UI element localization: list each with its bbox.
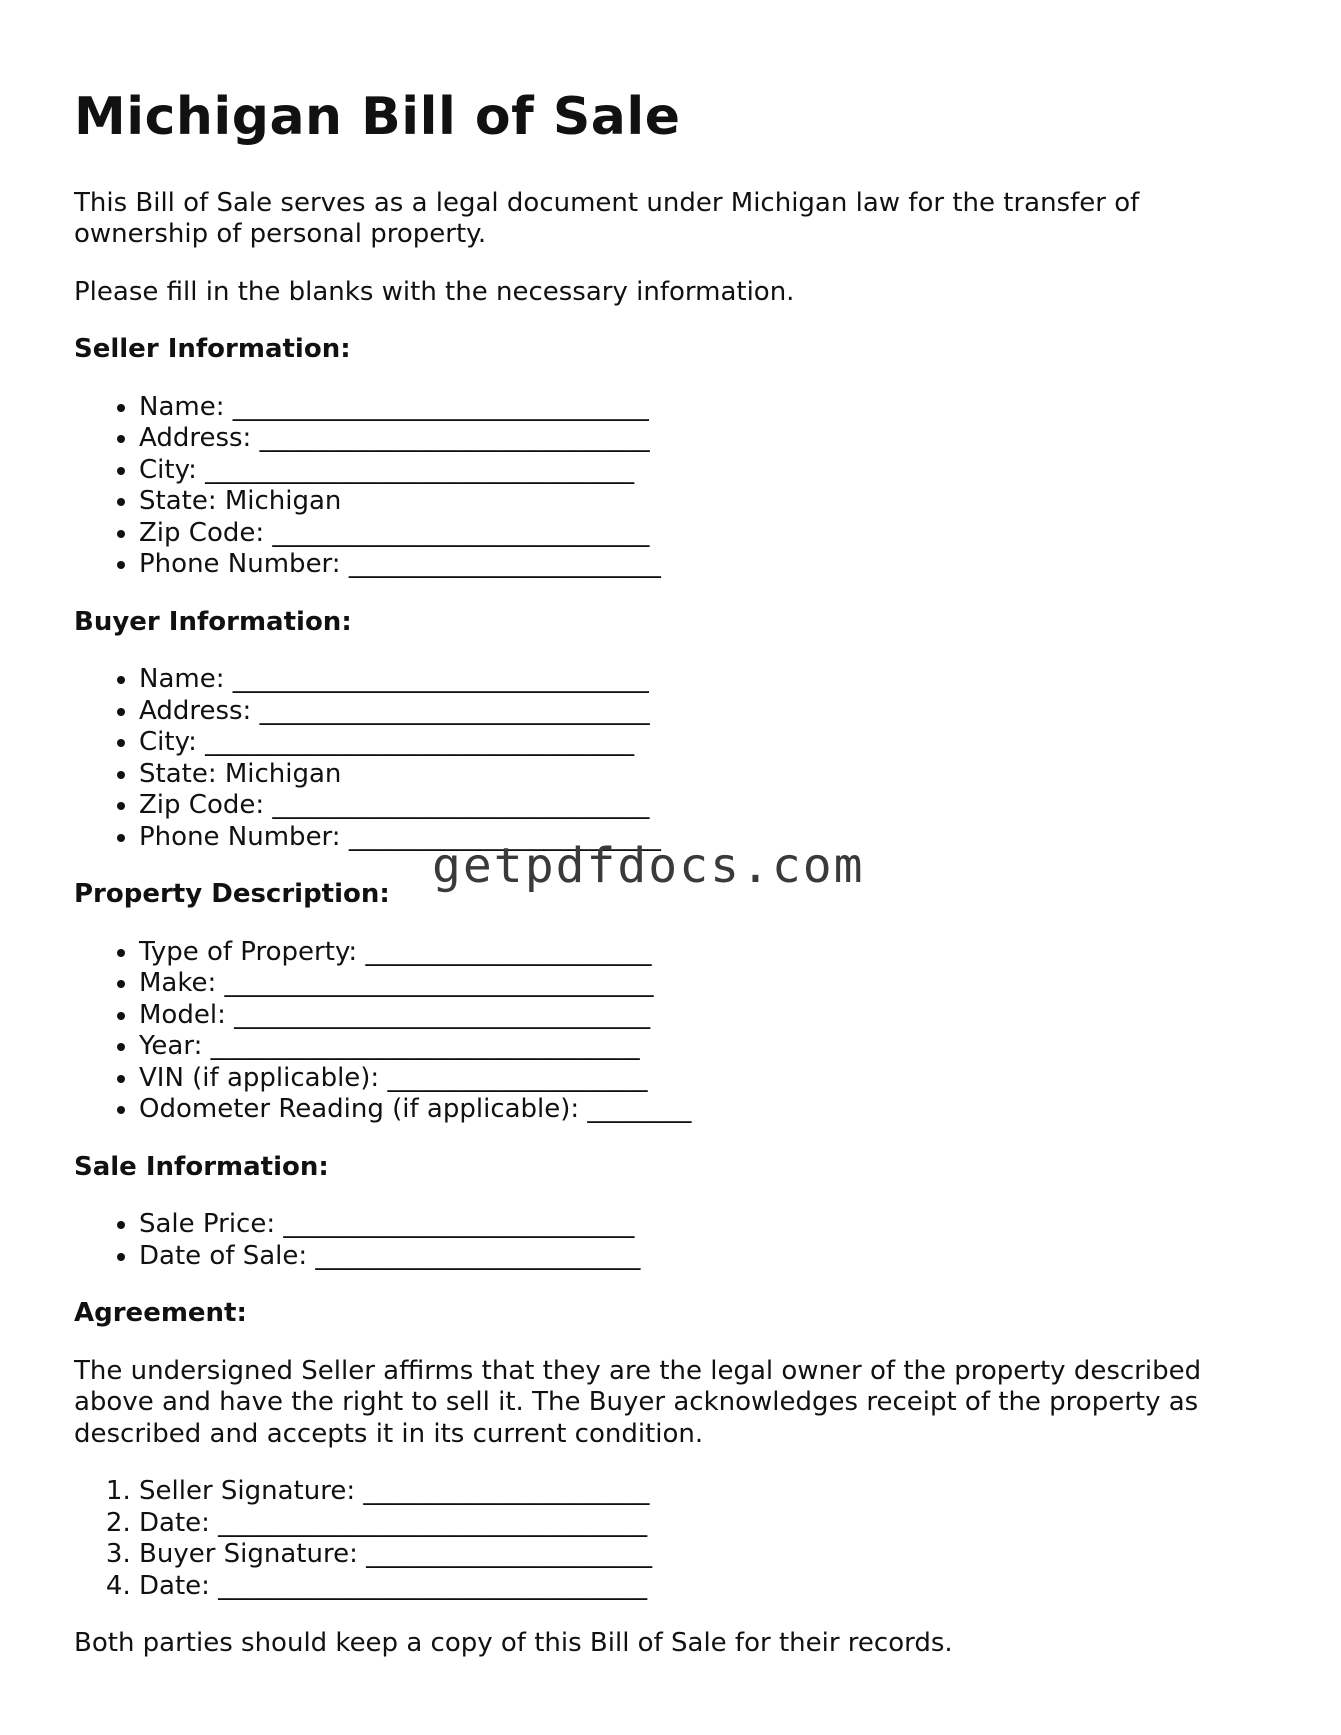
buyer-city-field: • City: _________________________________ xyxy=(139,727,1274,759)
seller-zip-field: • Zip Code: _____________________________ xyxy=(139,518,1274,550)
sale-date-field: • Date of Sale: _________________________ xyxy=(139,1241,1274,1273)
buyer-fields-list xyxy=(74,664,1274,853)
intro-paragraph: This Bill of Sale serves as a legal document under Michigan law for the transfer of ownership of personal property. xyxy=(74,187,1140,250)
buyer-address-field: • Address: ______________________________ xyxy=(139,696,1274,728)
instructions-paragraph: Please fill in the blanks with the necessary information. xyxy=(74,276,795,307)
property-section-heading: Property Description: xyxy=(74,879,390,910)
property-type-field: • Type of Property: ______________________ xyxy=(139,937,1274,969)
seller-address-field: • Address: ______________________________ xyxy=(139,423,1274,455)
seller-state-field: • State: Michigan xyxy=(139,486,1274,518)
property-make-field: • Make: _________________________________ xyxy=(139,968,1274,1000)
property-fields-list xyxy=(74,937,1274,1126)
seller-name-field: • Name: ________________________________ xyxy=(139,392,1274,424)
buyer-signature-field: 3. Buyer Signature: ______________________ xyxy=(139,1539,1274,1571)
seller-phone-field: • Phone Number: ________________________ xyxy=(139,549,1274,581)
property-model-field: • Model: ________________________________ xyxy=(139,1000,1274,1032)
agreement-paragraph: The undersigned Seller affirms that they are the legal owner of the property described above and have the right to sell it. The Buyer acknowledges receipt of the property as described and accepts it in its current condition. xyxy=(74,1355,1202,1449)
sale-fields-list xyxy=(74,1209,1274,1272)
buyer-name-field: • Name: ________________________________ xyxy=(139,664,1274,696)
seller-section-heading: Seller Information: xyxy=(74,334,351,365)
signature-list xyxy=(74,1476,1274,1602)
property-year-field: • Year: _________________________________ xyxy=(139,1031,1274,1063)
property-odometer-field: • Odometer Reading (if applicable): ________ xyxy=(139,1094,1274,1126)
property-vin-field: • VIN (if applicable): ____________________ xyxy=(139,1063,1274,1095)
buyer-date-field: 4. Date: _________________________________ xyxy=(139,1571,1274,1603)
footer-note: Both parties should keep a copy of this Bill of Sale for their records. xyxy=(74,1628,953,1659)
watermark-text: getpdfdocs.com xyxy=(432,838,865,894)
buyer-phone-field: • Phone Number: ________________________ xyxy=(139,822,1274,854)
seller-city-field: • City: _________________________________ xyxy=(139,455,1274,487)
buyer-section-heading: Buyer Information: xyxy=(74,606,352,637)
seller-fields-list xyxy=(74,392,1274,581)
sale-price-field: • Sale Price: ___________________________ xyxy=(139,1209,1274,1241)
page-title: Michigan Bill of Sale xyxy=(74,87,681,147)
buyer-state-field: • State: Michigan xyxy=(139,759,1274,791)
agreement-section-heading: Agreement: xyxy=(74,1298,247,1329)
seller-date-field: 2. Date: _________________________________ xyxy=(139,1508,1274,1540)
buyer-zip-field: • Zip Code: _____________________________ xyxy=(139,790,1274,822)
sale-section-heading: Sale Information: xyxy=(74,1151,329,1182)
seller-signature-field: 1. Seller Signature: ______________________ xyxy=(139,1476,1274,1508)
